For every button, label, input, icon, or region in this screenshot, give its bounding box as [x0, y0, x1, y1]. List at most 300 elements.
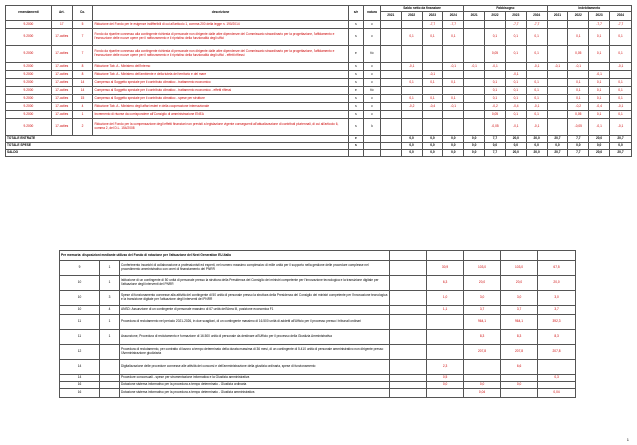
value-cell [380, 46, 401, 63]
value-cell [547, 79, 568, 87]
value-cell: -0,05 [568, 119, 589, 136]
value-cell: 0,05 [568, 46, 589, 63]
total-value: 0,0 [610, 143, 632, 150]
value-cell [464, 79, 485, 87]
memo-row [60, 315, 576, 330]
total-value: 20,0 [589, 150, 610, 157]
memo-value-cell: 0,0 [427, 382, 464, 389]
art-cell: 17-octies [51, 95, 72, 103]
value-cell [568, 21, 589, 29]
memo-value-cell: 2,3 [427, 360, 464, 375]
header-descrizione: descrizione [93, 6, 348, 21]
table-row [6, 29, 632, 46]
value-cell: -0,2 [485, 103, 506, 111]
emendamento-cell: 9.2000 [6, 46, 52, 63]
natura-cell: c [364, 63, 381, 71]
value-cell: 0,1 [505, 111, 526, 119]
value-cell [380, 63, 401, 71]
memo-value-cell: 30,9 [427, 261, 464, 276]
total-value: 0,0 [422, 136, 443, 143]
year-header: 2021 [547, 12, 568, 21]
memo-value-cell [427, 330, 464, 345]
value-cell: 0,1 [422, 79, 443, 87]
memo-value-cell: 6,3 [427, 276, 464, 291]
co-cell: 7 [72, 46, 93, 63]
memo-description-cell: Spese di funzionamento connesse alla attività del contingente di 50 unità di personale presso la struttura della Presidenza del Consiglio dei ministri competente per l'innovazione tecnologica e la transizione digitale per l'attuazione degli interventi del PNRR [120, 291, 390, 306]
total-value: 20,0 [526, 150, 547, 157]
total-value: 20,0 [505, 150, 526, 157]
emendamento-cell: 9.2000 [6, 119, 52, 136]
value-cell: 0,1 [589, 29, 610, 46]
memo-art-cell: 9 [60, 261, 100, 276]
value-cell: 0,05 [485, 46, 506, 63]
table-row [6, 46, 632, 63]
value-cell [380, 95, 401, 103]
memo-value-cell: 0,0 [501, 382, 538, 389]
memo-table [59, 250, 576, 398]
value-cell [380, 21, 401, 29]
empty-cell [364, 150, 381, 157]
memo-value-cell [538, 360, 576, 375]
emendamento-cell: 9.2000 [6, 29, 52, 46]
page-number: 1 [626, 437, 629, 442]
memo-art-cell: 11 [60, 315, 100, 330]
emendamento-cell: 9.2000 [6, 95, 52, 103]
co-cell: 5 [72, 21, 93, 29]
value-cell [464, 95, 485, 103]
memo-description-cell: Digitalizzazione delle procedure connesse alle attività dei concorsi e dell'amministrazione della giustizia ordinaria, spese di funzionamento [120, 360, 390, 375]
value-cell: 0,1 [422, 95, 443, 103]
memo-art-cell: 12 [60, 345, 100, 360]
memo-value-cell [390, 261, 427, 276]
emendamento-cell: 9.2000 [6, 71, 52, 79]
total-value: 7,7 [485, 136, 506, 143]
value-cell [464, 119, 485, 136]
natura-cell: t/c [364, 87, 381, 95]
memo-value-cell [538, 382, 576, 389]
total-value [380, 143, 401, 150]
value-cell: 0,1 [589, 87, 610, 95]
value-cell: 0,1 [485, 95, 506, 103]
value-cell: 0,1 [610, 46, 632, 63]
art-cell: 17-octies [51, 119, 72, 136]
value-cell: 0,1 [568, 79, 589, 87]
memo-value-cell: 8,3 [464, 330, 501, 345]
value-cell [464, 103, 485, 111]
memo-co-cell: 1 [100, 315, 120, 330]
value-cell [610, 71, 632, 79]
value-cell: 0,1 [610, 111, 632, 119]
table-row [6, 79, 632, 87]
se-cell: s [348, 95, 364, 103]
se-cell: s [348, 111, 364, 119]
value-cell: -0,1 [443, 103, 464, 111]
value-cell [401, 119, 422, 136]
memo-value-cell: 20,0 [538, 276, 576, 291]
value-cell [401, 46, 422, 63]
value-cell [422, 46, 443, 63]
total-natura [348, 150, 364, 157]
value-cell: -7,7 [443, 21, 464, 29]
memo-value-cell: 103,0 [464, 261, 501, 276]
value-cell: -0,1 [610, 103, 632, 111]
se-cell: s [348, 79, 364, 87]
value-cell: -0,1 [443, 63, 464, 71]
value-cell: 0,1 [505, 87, 526, 95]
total-value: 0,0 [485, 143, 506, 150]
financial-effects-table [5, 5, 632, 157]
emendamento-cell: 9.2000 [6, 87, 52, 95]
value-cell: 0,1 [485, 87, 506, 95]
group-saldo: Saldo netto da finanziare [380, 6, 463, 12]
art-cell: 17-octies [51, 46, 72, 63]
memo-value-cell [427, 315, 464, 330]
total-value: 7,7 [568, 150, 589, 157]
value-cell: 0,1 [401, 95, 422, 103]
description-cell: Riduzione del Fondo per la compensazione degli effetti finanziari non previsti a legislazione vigente conseguenti all'attualizzazione di contributi pluriennali, di cui all'articolo 6, comma 2, del D.L. 154/2008 [93, 119, 348, 136]
value-cell [422, 111, 443, 119]
memo-value-cell [390, 306, 427, 315]
memo-row [60, 389, 576, 398]
co-cell: 15 [72, 95, 93, 103]
year-header: 2022 [568, 12, 589, 21]
description-cell: Riduzione Tab. A - Ministero dell'Interno [93, 63, 348, 71]
table-row [6, 111, 632, 119]
total-value [380, 136, 401, 143]
total-value: 7,7 [485, 150, 506, 157]
memo-value-cell [501, 375, 538, 382]
memo-value-cell [501, 389, 538, 398]
memo-title: Per memoria: disposizioni mediante utilizzo del Fondo di rotazione per l'attuazione del Next Generation EU-Italia [60, 251, 390, 261]
memo-value-cell: 392,3 [538, 315, 576, 330]
value-cell: -0,1 [589, 71, 610, 79]
memo-value-cell: 1,0 [427, 291, 464, 306]
value-cell [401, 111, 422, 119]
memo-value-cell: 0,04 [538, 389, 576, 398]
memo-row [60, 382, 576, 389]
value-cell [464, 46, 485, 63]
total-row [6, 143, 632, 150]
description-cell: Riduzione del Fondo per le esigenze indifferibili di cui all'articolo 1, comma 200 della legge n. 190/2014 [93, 21, 348, 29]
art-cell: 17 [51, 21, 72, 29]
year-header: 2023 [422, 12, 443, 21]
memo-value-cell: 3,0 [538, 291, 576, 306]
value-cell: -0,05 [485, 119, 506, 136]
year-header: 2024 [610, 12, 632, 21]
memo-value-cell: 67,5 [538, 261, 576, 276]
memo-art-cell: 10 [60, 291, 100, 306]
memo-value-cell: 8,3 [538, 330, 576, 345]
value-cell: -0,1 [610, 63, 632, 71]
value-cell [547, 103, 568, 111]
total-value: 0,0 [422, 143, 443, 150]
value-cell [422, 119, 443, 136]
se-cell: e [348, 46, 364, 63]
value-cell: 0,05 [485, 111, 506, 119]
total-value: 20,0 [589, 136, 610, 143]
value-cell: 0,1 [526, 95, 547, 103]
value-cell [443, 71, 464, 79]
table-row [6, 103, 632, 111]
value-cell [443, 111, 464, 119]
memo-value-cell: 20,0 [501, 276, 538, 291]
table-row [6, 119, 632, 136]
total-label: SALDO [6, 150, 349, 157]
memo-value-cell [427, 389, 464, 398]
art-cell: 17-octies [51, 103, 72, 111]
co-cell: 7 [72, 29, 93, 46]
total-value: 20,0 [505, 136, 526, 143]
memo-value-cell: 964,1 [464, 315, 501, 330]
memo-row [60, 291, 576, 306]
value-cell: 0,1 [485, 29, 506, 46]
memo-value-cell: 0,0 [464, 382, 501, 389]
memo-value-cell: 0,5 [427, 375, 464, 382]
co-cell: 14 [72, 79, 93, 87]
co-cell: 1 [72, 111, 93, 119]
memo-art-cell: 16 [60, 382, 100, 389]
total-value: 0,0 [401, 150, 422, 157]
natura-cell: c [364, 95, 381, 103]
total-value: 0,0 [443, 136, 464, 143]
total-value: 20,7 [610, 136, 632, 143]
natura-cell: c [364, 21, 381, 29]
value-cell: -0,4 [422, 103, 443, 111]
value-cell: 0,1 [443, 95, 464, 103]
emendamento-cell: 9.2000 [6, 103, 52, 111]
memo-description-cell: Assunzione, Procedura di reclutamento e formazione di 16.500 unità di personale da destinare all'Ufficio per il processo della Giustizia Amministrativa [120, 330, 390, 345]
value-cell: 0,1 [526, 87, 547, 95]
description-cell: Fondo da ripartire connesso alla contingente richiesta di personale non dirigente dalle altre dipendenze del Commissario straordinario per la progettazione, l'affidamento e l'esecuzione delle nuove opere per il rafforzamento e il ripristino della funzionalità degli uffici [93, 29, 348, 46]
total-row [6, 150, 632, 157]
memo-value-cell [390, 360, 427, 375]
memo-value-cell: 3,7 [501, 306, 538, 315]
group-indebitamento: Indebitamento [547, 6, 631, 12]
memo-description-cell: Dotazione sistema informativo per la procedura a tempo determinato - Giustizia amministrativa [120, 389, 390, 398]
header-co: Co. [72, 6, 93, 21]
value-cell [401, 71, 422, 79]
value-cell: -0,1 [485, 63, 506, 71]
value-cell: 0,1 [485, 79, 506, 87]
value-cell: -7,7 [526, 21, 547, 29]
description-cell: Fondo da ripartire connesso alla contingente richiesta di personale non dirigente dalle altre dipendenze del Commissario straordinario per la progettazione, l'affidamento e l'esecuzione delle nuove opere per il rafforzamento e il ripristino della funzionalità degli uffici - effetti riflessi [93, 46, 348, 63]
memo-row [60, 375, 576, 382]
art-cell: 17-octies [51, 29, 72, 46]
memo-value-cell [390, 276, 427, 291]
memo-value-cell: 0,04 [464, 389, 501, 398]
memo-row [60, 330, 576, 345]
memo-value-cell: 207,8 [538, 345, 576, 360]
value-cell [380, 29, 401, 46]
value-cell: 0,1 [589, 46, 610, 63]
total-value: 0,0 [464, 150, 485, 157]
value-cell [526, 71, 547, 79]
value-cell [485, 71, 506, 79]
art-cell: 17-octies [51, 87, 72, 95]
total-value [380, 150, 401, 157]
year-header: 2022 [485, 12, 506, 21]
memo-value-cell: 207,8 [464, 345, 501, 360]
memo-value-cell [427, 345, 464, 360]
memo-value-cell: 1,1 [427, 306, 464, 315]
value-cell: -7,7 [505, 21, 526, 29]
total-value: 0,0 [464, 143, 485, 150]
value-cell: 0,1 [526, 79, 547, 87]
emendamento-cell: 9.2000 [6, 79, 52, 87]
memo-art-cell: 16 [60, 389, 100, 398]
value-cell: -0,1 [610, 119, 632, 136]
value-cell: 0,1 [568, 95, 589, 103]
description-cell: Compenso al Soggetto speciale per il contributo climatico - trattamento economico - effetti riflessi [93, 87, 348, 95]
value-cell: 0,1 [610, 29, 632, 46]
memo-art-cell: 14 [60, 360, 100, 375]
memo-co-cell: 1 [100, 330, 120, 345]
memo-value-cell: 3,7 [538, 306, 576, 315]
value-cell [589, 63, 610, 71]
memo-art-cell: 10 [60, 306, 100, 315]
total-value: 0,0 [547, 143, 568, 150]
memo-value-cell: 3,0 [501, 291, 538, 306]
total-value: 0,0 [422, 150, 443, 157]
description-cell: Riduzione Tab. A - Ministero dell'ambiente e della tutela del territorio e del mare [93, 71, 348, 79]
value-cell: 0,05 [568, 111, 589, 119]
co-cell: 2 [72, 119, 93, 136]
natura-cell: c [364, 103, 381, 111]
group-fabbisogno: Fabbisogno [464, 6, 547, 12]
value-cell [380, 87, 401, 95]
table-row [6, 71, 632, 79]
memo-row [60, 345, 576, 360]
value-cell [464, 87, 485, 95]
memo-value-cell: 964,1 [501, 315, 538, 330]
memo-value-cell: 207,8 [501, 345, 538, 360]
value-cell [547, 119, 568, 136]
value-cell [547, 21, 568, 29]
header-emendamenti: emendamenti [6, 6, 52, 21]
se-cell: e [348, 87, 364, 95]
se-cell: s [348, 21, 364, 29]
memo-value-cell: 3,7 [464, 306, 501, 315]
memo-value-cell: 3,0 [464, 291, 501, 306]
value-cell [568, 71, 589, 79]
value-cell [547, 111, 568, 119]
value-cell [380, 103, 401, 111]
year-header: 2023 [505, 12, 526, 21]
value-cell [547, 29, 568, 46]
value-cell: 0,1 [589, 79, 610, 87]
value-cell: 0,1 [526, 29, 547, 46]
natura-cell: t/c [364, 46, 381, 63]
value-cell [380, 111, 401, 119]
value-cell: 0,1 [401, 79, 422, 87]
value-cell [422, 63, 443, 71]
emendamento-cell: 9.2000 [6, 21, 52, 29]
memo-co-cell [100, 360, 120, 375]
total-value: 0,0 [464, 136, 485, 143]
value-cell [443, 119, 464, 136]
total-value: 7,7 [568, 136, 589, 143]
value-cell: 0,1 [443, 79, 464, 87]
value-cell: -0,1 [547, 63, 568, 71]
year-header: 2021 [464, 12, 485, 21]
natura-cell: c [364, 29, 381, 46]
value-cell: -0,2 [401, 103, 422, 111]
memo-value-cell [390, 315, 427, 330]
value-cell: -0,1 [401, 63, 422, 71]
table-row [6, 95, 632, 103]
value-cell: -0,1 [422, 71, 443, 79]
value-cell [380, 119, 401, 136]
value-cell [443, 87, 464, 95]
memo-value-cell [390, 330, 427, 345]
art-cell: 17-octies [51, 63, 72, 71]
natura-cell: k [364, 119, 381, 136]
table-row [6, 21, 632, 29]
total-value: 0,0 [401, 143, 422, 150]
memo-co-cell: 3 [100, 291, 120, 306]
total-row [6, 136, 632, 143]
total-label: TOTALE ENTRATE [6, 136, 349, 143]
natura-cell: c [364, 111, 381, 119]
value-cell [485, 21, 506, 29]
co-cell: 8 [72, 63, 93, 71]
memo-description-cell: Procedura di reclutamento nel periodo 2021-2026, in due scaglioni, di un contingente massimo di 16.500 unità di addetti all'Ufficio per il processo presso i tribunali ordinari [120, 315, 390, 330]
co-cell: 8 [72, 71, 93, 79]
value-cell [547, 46, 568, 63]
total-label: TOTALE SPESE [6, 143, 349, 150]
total-value: 0,0 [589, 143, 610, 150]
value-cell: 0,1 [610, 79, 632, 87]
year-header: 2023 [589, 12, 610, 21]
memo-row [60, 360, 576, 375]
value-cell [547, 95, 568, 103]
se-cell: s [348, 103, 364, 111]
total-value: 0,0 [505, 143, 526, 150]
se-cell: s [348, 29, 364, 46]
memo-description-cell: Procedura di reclutamento, per contratto di lavoro a tempo determinato della durata massima di 36 mesi, di un contingente di 5.410 unità di personale amministrativo non dirigente presso l'Amministrazione giudiziaria [120, 345, 390, 360]
value-cell: 0,1 [610, 95, 632, 103]
natura-cell: c [364, 71, 381, 79]
value-cell: -0,1 [568, 63, 589, 71]
memo-description-cell: Conferimento incarichi di collaborazione a professionisti ed esperti, nel numero massimo complessivo di mille unità per il supporto nella gestione delle procedure complesse nel procedimento amministrativo con oneri di finanziamento del PNRR [120, 261, 390, 276]
art-cell: 17-octies [51, 71, 72, 79]
value-cell: -7,7 [589, 21, 610, 29]
memo-value-cell [390, 375, 427, 382]
value-cell: -0,1 [526, 119, 547, 136]
value-cell: 0,1 [505, 95, 526, 103]
year-header: 2021 [380, 12, 401, 21]
memo-value-cell [390, 389, 427, 398]
memo-description-cell: Istituzione di un contingente di 50 unità di personale presso la struttura della Presidenza del Consiglio dei ministri competente per l'innovazione tecnologica e la transizione digitale per l'attuazione degli interventi del PNRR [120, 276, 390, 291]
value-cell [464, 111, 485, 119]
value-cell [464, 21, 485, 29]
memo-co-cell: 1 [100, 261, 120, 276]
value-cell: -7,7 [610, 21, 632, 29]
memo-art-cell: 14 [60, 375, 100, 382]
memo-co-cell [100, 375, 120, 382]
description-cell: Incremento di risorse da corrispondere all'Consiglio di amministrazione ENEA [93, 111, 348, 119]
memo-co-cell: 4 [100, 306, 120, 315]
memo-description-cell: Dotazione sistema informativo per la procedura a tempo determinato - Giustizia ordinaria [120, 382, 390, 389]
total-value: 20,7 [547, 150, 568, 157]
value-cell: 0,1 [526, 46, 547, 63]
value-cell [547, 71, 568, 79]
value-cell [443, 46, 464, 63]
description-cell: Compenso al Soggetto speciale per il contributo climatico - trattamento economico [93, 79, 348, 87]
emendamento-cell: 9.2000 [6, 63, 52, 71]
co-cell: 4 [72, 103, 93, 111]
table-row [6, 63, 632, 71]
